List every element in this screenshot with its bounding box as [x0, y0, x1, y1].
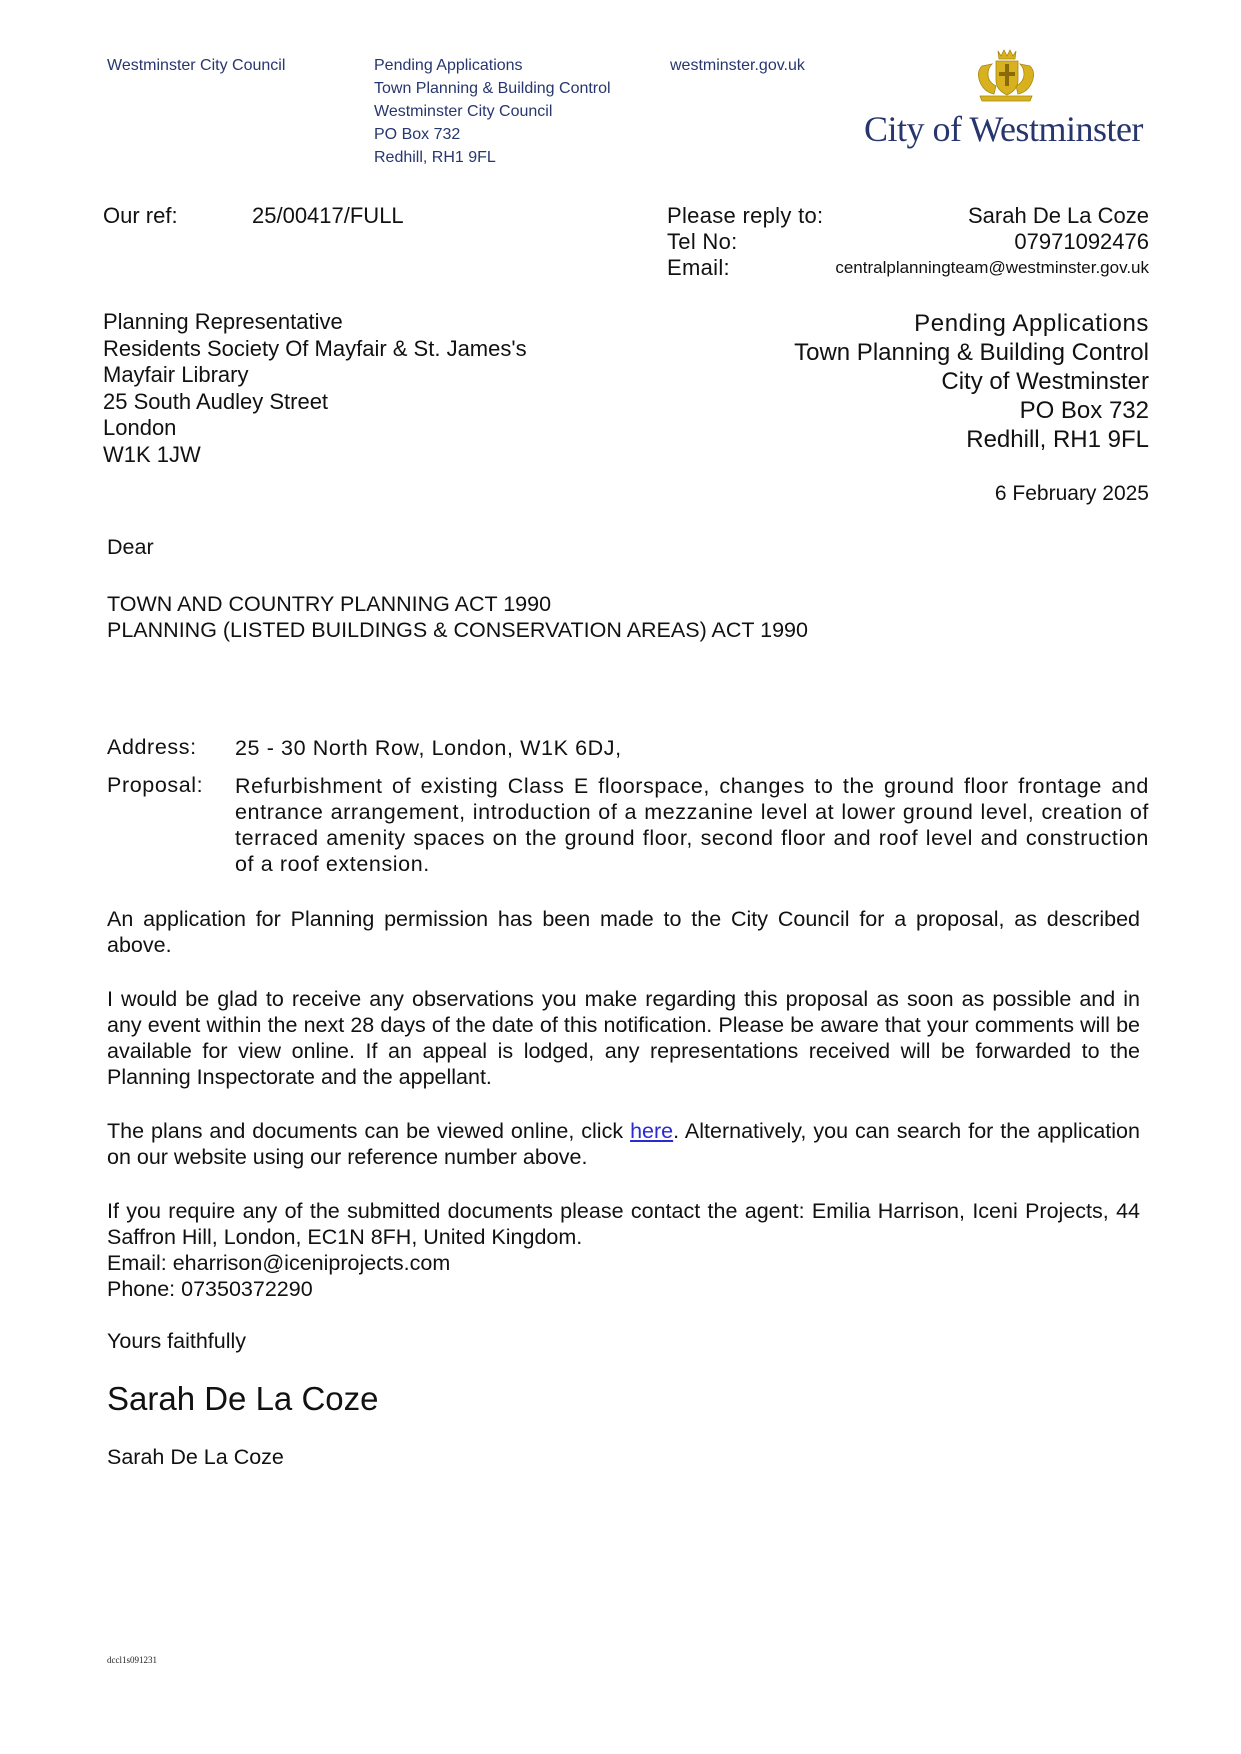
- sender-line: Redhill, RH1 9FL: [966, 426, 1149, 453]
- sender-line: PO Box 732: [1019, 397, 1149, 424]
- crest-icon: [970, 48, 1042, 102]
- letter-date: 6 February 2025: [994, 482, 1149, 505]
- address-value: 25 - 30 North Row, London, W1K 6DJ,: [235, 736, 622, 760]
- return-address-line: Town Planning & Building Control: [374, 80, 611, 97]
- reply-labels: [667, 203, 823, 281]
- salutation: Dear: [107, 535, 154, 559]
- paragraph-application: An application for Planning permission has been made to the City Council for a proposal, as described above.: [107, 907, 1140, 957]
- recipient-line: W1K 1JW: [103, 441, 201, 467]
- signature: Sarah De La Coze: [107, 1380, 379, 1417]
- paragraph-plans: [107, 1118, 1140, 1170]
- return-address-line: Redhill, RH1 9FL: [374, 149, 496, 166]
- act-line: PLANNING (LISTED BUILDINGS & CONSERVATION AREAS) ACT 1990: [107, 618, 808, 642]
- footer-code: dccl1s091231: [107, 1655, 157, 1665]
- reply-to-value: Sarah De La Coze: [968, 203, 1149, 228]
- email-value: centralplanningteam@westminster.gov.uk: [835, 258, 1149, 277]
- website: westminster.gov.uk: [670, 57, 805, 74]
- tel-label: Tel No:: [667, 229, 738, 254]
- recipient-address: [103, 309, 527, 468]
- sender-line: City of Westminster: [941, 368, 1149, 395]
- agent-email: Email: eharrison@iceniprojects.com: [107, 1251, 451, 1275]
- sender-line: Town Planning & Building Control: [794, 339, 1149, 366]
- council-name: Westminster City Council: [107, 57, 286, 74]
- recipient-line: 25 South Audley Street: [103, 388, 329, 414]
- our-ref-label: Our ref:: [103, 203, 178, 228]
- return-address-line: Pending Applications: [374, 57, 523, 74]
- return-address: [374, 54, 611, 169]
- proposal-value: Refurbishment of existing Class E floorspace, changes to the ground floor frontage and entrance arrangement, introduction of a mezzanine level at lower ground level, creation of terraced amenity spaces on the ground floor, second floor and roof level and construction of a roof extension.: [235, 774, 1149, 876]
- proposal-label: Proposal:: [107, 773, 204, 797]
- plans-text-after: . Alternatively, you can search for the application on our website using our reference number above.: [107, 1119, 1140, 1169]
- email-label: Email:: [667, 255, 730, 280]
- sender-line: Pending Applications: [914, 310, 1149, 337]
- act-line: TOWN AND COUNTRY PLANNING ACT 1990: [107, 592, 552, 616]
- reply-to-label: Please reply to:: [667, 203, 824, 228]
- logo-text: City of Westminster: [864, 109, 1143, 149]
- agent-details: If you require any of the submitted documents please contact the agent: Emilia Harrison, Iceni Projects, 44 Saffron Hill, London, EC1N 8FH, United Kingdom.: [107, 1199, 1140, 1249]
- plans-text-before: The plans and documents can be viewed online, click: [107, 1119, 631, 1143]
- valediction: Yours faithfully: [107, 1329, 247, 1353]
- city-of-westminster-logo: [862, 48, 1152, 160]
- printed-name: Sarah De La Coze: [107, 1445, 284, 1469]
- our-ref-value: 25/00417/FULL: [252, 203, 404, 228]
- reply-values: [835, 203, 1149, 281]
- agent-phone: Phone: 07350372290: [107, 1277, 313, 1301]
- return-address-line: PO Box 732: [374, 126, 461, 143]
- acts-heading: [107, 591, 808, 643]
- sender-address: [794, 309, 1149, 454]
- recipient-line: London: [103, 415, 177, 440]
- recipient-line: Mayfair Library: [103, 362, 249, 387]
- paragraph-agent: [107, 1198, 1140, 1302]
- recipient-line: Residents Society Of Mayfair & St. James's: [103, 335, 527, 361]
- address-label: Address:: [107, 735, 197, 759]
- here-link[interactable]: here: [630, 1119, 674, 1143]
- recipient-line: Planning Representative: [103, 309, 343, 334]
- paragraph-observations: I would be glad to receive any observations you make regarding this proposal as soon as possible and in any event within the next 28 days of the date of this notification. Please be aware that your comments will be available for view online. If an appeal is lodged, any representations received will be forwarded to the Planning Inspectorate and the appellant.: [107, 987, 1140, 1089]
- tel-value: 07971092476: [1014, 229, 1149, 254]
- return-address-line: Westminster City Council: [374, 103, 553, 120]
